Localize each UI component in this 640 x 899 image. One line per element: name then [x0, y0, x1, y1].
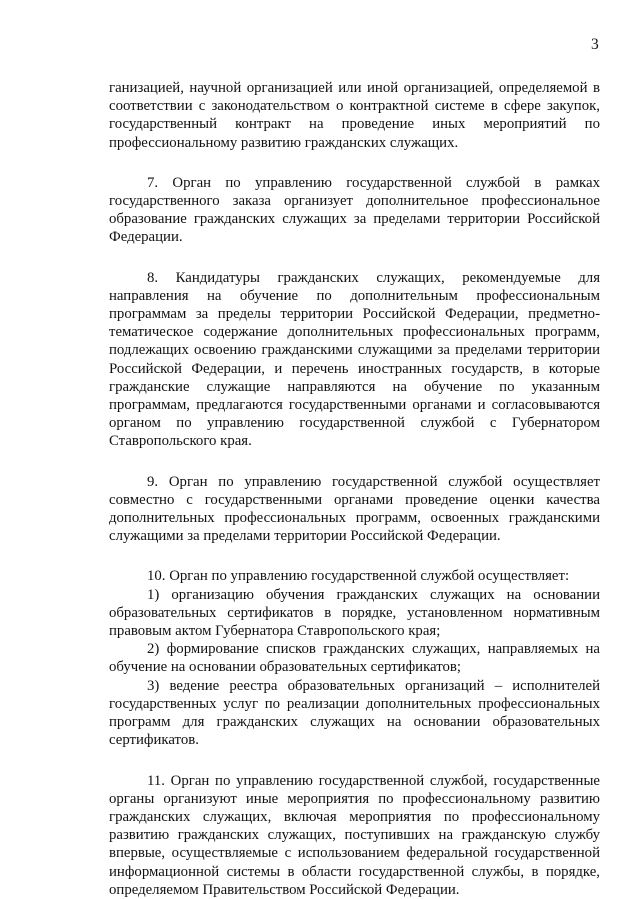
document-body: [109, 79, 600, 899]
paragraph-continuation: ганизацией, научной организацией или иной организацией, определяемой в соответствии с законодательством о контрактной системе в сфере закупок, государственный контракт на проведение иных мероприятий по профессиональному развитию гражданских служащих.: [109, 80, 600, 151]
paragraph-10: 10. Орган по управлению государственной службой осуществляет:: [147, 568, 570, 585]
paragraph-10-item-2: 2) формирование списков гражданских служащих, направляемых на обучение на основании образовательных сертификатов;: [109, 641, 600, 676]
paragraph-8: 8. Кандидатуры гражданских служащих, рекомендуемые для направления на обучение по дополнительным профессиональным программам за пределы территории Российской Федерации, предметно-тематическое содержание дополнительных профессиональных программ, подлежащих освоению гражданскими служащими за пределами территории Российской Федерации, и перечень иностранных государств, в которые гражданские служащие направляются на обучение по указанным программам, предлагаются государственными органами и согласовываются органом по управлению государственной службой с Губернатором Ставропольского края.: [109, 269, 600, 450]
paragraph-9: 9. Орган по управлению государственной службой осуществляет совместно с государственными органами проведение оценки качества дополнительных профессиональных программ, освоенных гражданскими служащими за пределами территории Российской Федерации.: [109, 473, 600, 545]
paragraph-7: 7. Орган по управлению государственной службой в рамках государственного заказа организует дополнительное профессиональное образование гражданских служащих за пределами территории Российской Федерации.: [109, 174, 600, 246]
paragraph-11: 11. Орган по управлению государственной службой, государственные органы организуют иные мероприятия по профессиональному развитию гражданских служащих, включая мероприятия по профессиональному развитию гражданских служащих, поступивших на гражданскую службу впервые, осуществляемые с использованием федеральной государственной информационной системы в области государственной службы, в порядке, определяемом Правительством Российской Федерации.: [109, 772, 600, 898]
page-number: 3: [591, 36, 599, 53]
paragraph-10-item-3: 3) ведение реестра образовательных организаций – исполнителей государственных услуг по реализации дополнительных профессиональных программ для гражданских служащих на основании образовательных сертификатов.: [109, 677, 600, 749]
paragraph-10-item-1: 1) организацию обучения гражданских служащих на основании образовательных сертификатов в порядке, установленном нормативным правовым актом Губернатора Ставропольского края;: [109, 586, 600, 640]
